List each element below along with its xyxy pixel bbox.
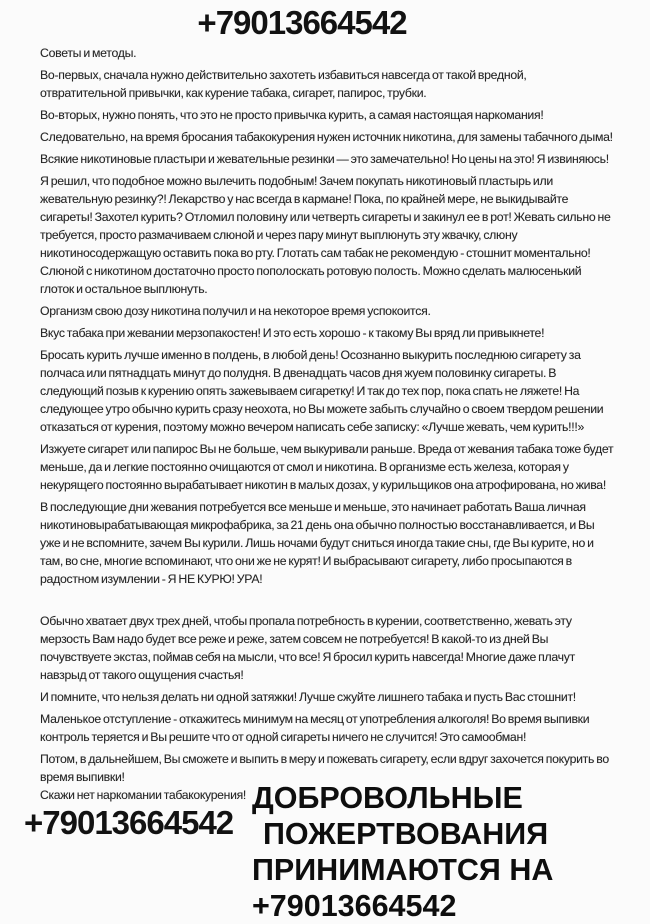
paragraph: Следовательно, на время бросания табакокурения нужен источник никотина, для замены табачного дыма! [40,130,613,144]
paragraph: Потом, в дальнейшем, Вы сможете и выпить в меру и пожевать сигарету, если вдруг захочется покурить во время выпивки! [40,752,609,784]
paragraph: Изжуете сигарет или папирос Вы не больше, чем выкуривали раньше. Вреда от жевания табака тоже будет меньше, да и легкие постоянно очищаются от смол и никотина. В организме есть железа, которая у некурящего постоянно вырабатывает никотин в малых дозах, у курильщиков она атрофирована, но жива! [40,442,614,492]
say-no-line: Скажи нет наркомании табакокурения! [40,788,246,802]
paragraph: Всякие никотиновые пластыри и жевательные резинки — это замечательно! Но цены на это! Я извиняюсь! [40,152,609,166]
intro-line: Советы и методы. [40,46,137,60]
paragraph: В последующие дни жевания потребуется все меньше и меньше, это начинает работать Ваша личная никотиновырабатывающая микрофабрика, за 21 день она обычно полностью восстанавливается, и Вы уже и не вспомните, зачем Вы курили. Лишь ночами будут сниться иногда такие сны, где Вы курите, но и там, во сне, многие вспоминают, что они же не курят! И выбрасывают сигарету, либо просыпаются в радостном изумлении - Я НЕ КУРЮ! УРА! [40,500,595,586]
header-phone-number: +79013664542 [197,4,407,41]
paragraph: Я решил, что подобное можно вылечить подобным! Зачем покупать никотиновый пластырь или жевательную резинку?! Лекарство у нас всегда в кармане! Пока, по крайней мере, не выкидывайте сигареты! Захотел курить? Отломил половину или четверть сигареты и закинул ее в рот! Жевать сильно не требуется, просто размачиваем слюной и через пару минут выплюнуть эту жвачку, слюну никотиносодержащую оставить пока во рту. Глотать сам табак не рекомендую - стошнит моментально! Слюной с никотином достаточно просто пополоскать ротовую полость. Можно сделать малюсенький глоток и остальное выплюнуть. [40,174,611,296]
footer-left-column [0,778,252,842]
donations-line-2: ПОЖЕРТВОВАНИЯ [263,817,549,851]
footer-phone-number: +79013664542 [24,804,234,841]
paragraph: Маленькое отступление - откажитесь минимум на месяц от употребления алкоголя! Во время выпивки контроль теряется и Вы решите что от одной сигареты ничего не случится! Это самообман! [40,712,590,744]
paragraph: Во-первых, сначала нужно действительно захотеть избавиться навсегда от такой вредной, отвратительной привычки, как курение табака, сигарет, папирос, трубки. [40,68,527,100]
donations-phone-number: +79013664542 [252,889,457,923]
donations-line-3: ПРИНИМАЮТСЯ НА [252,853,554,887]
paragraph: Организм свою дозу никотина получил и на некоторое время успокоится. [40,304,431,318]
donations-block [252,780,553,924]
article-body [0,42,650,786]
paragraph: И помните, что нельзя делать ни одной затяжки! Лучше сжуйте лишнего табака и пусть Вас стошнит! [40,690,576,704]
footer [0,778,650,924]
paragraph: Обычно хватает двух трех дней, чтобы пропала потребность в курении, соответственно, жевать эту мерзость Вам надо будет все реже и реже, затем совсем не потребуется! В какой-то из дней Вы почувствуете экстаз, поймав себя на мысли, что все! Я бросил курить навсегда! Многие даже плачут навзрыд от такого ощущения счастья! [40,614,575,682]
paragraph: Вкус табака при жевании мерзопакостен! И это есть хорошо - к такому Вы вряд ли привыкнете! [40,326,545,340]
donations-line-1: ДОБРОВОЛЬНЫЕ [252,781,523,815]
paragraph: Во-вторых, нужно понять, что это не просто привычка курить, а самая настоящая наркомания! [40,108,544,122]
paragraph: Бросать курить лучше именно в полдень, в любой день! Осознанно выкурить последнюю сигарету за полчаса или пятнадцать минут до полудня. В двенадцать часов дня жуем половинку сигареты. В следующий позыв к курению опять зажевываем сигаретку! И так до тех пор, пока спать не ляжете! На следующее утро обычно курить сразу неохота, но Вы можете забыть случайно о своем твердом решении отказаться от курения, поэтому можно вечером написать себе записку: «Лучше жевать, чем курить!!!» [40,348,604,434]
